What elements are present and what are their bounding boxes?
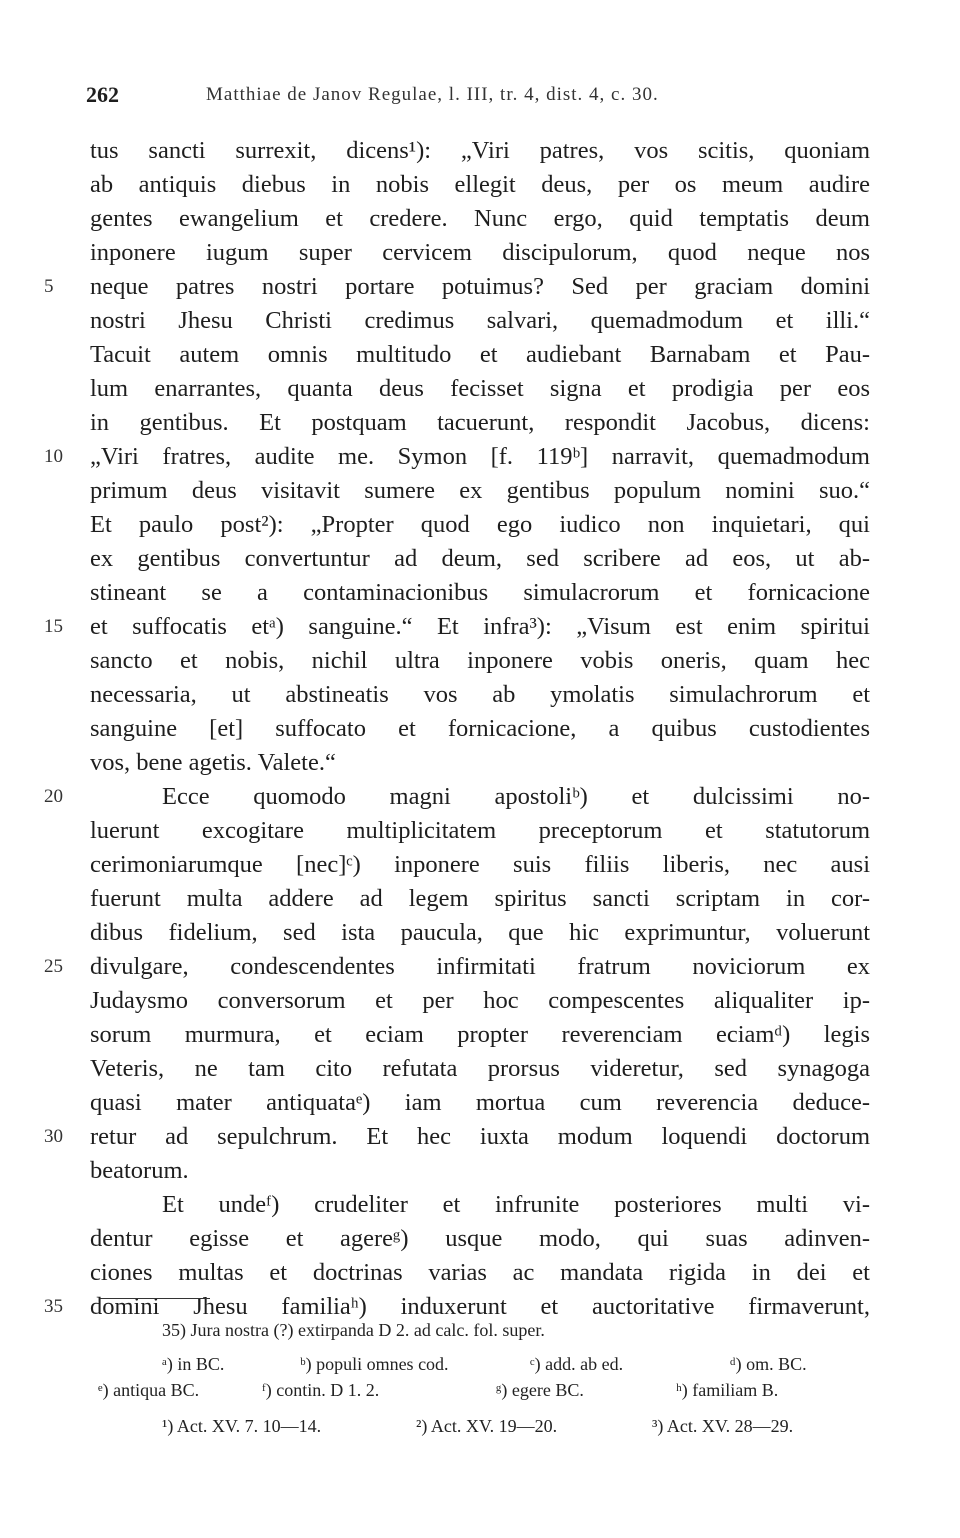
text-line: lum enarrantes, quanta deus fecisset signa et prodigia per eos bbox=[90, 375, 870, 402]
text-line: in gentibus. Et postquam tacuerunt, respondit Jacobus, dicens: bbox=[90, 409, 870, 436]
text-line: domini Jhesu familiaʰ) induxerunt et auctoritative firmaverunt, bbox=[90, 1293, 870, 1320]
footnote-line-35: 35) Jura nostra (?) extirpanda D 2. ad calc. fol. super. bbox=[162, 1320, 545, 1340]
line-number: 5 bbox=[44, 276, 54, 297]
page-header bbox=[86, 82, 866, 112]
line-number: 35 bbox=[44, 1296, 63, 1317]
line-number: 10 bbox=[44, 446, 63, 467]
text-line: tus sancti surrexit, dicens¹): „Viri patres, vos scitis, quoniam bbox=[90, 137, 870, 164]
line-number: 25 bbox=[44, 956, 63, 977]
text-line: Ecce quomodo magni apostoliᵇ) et dulcissimi no- bbox=[162, 783, 870, 810]
text-line: Judaysmo conversorum et per hoc compescentes aliqualiter ip- bbox=[90, 987, 870, 1014]
text-line: Tacuit autem omnis multitudo et audiebant Barnabam et Pau- bbox=[90, 341, 870, 368]
text-line: retur ad sepulchrum. Et hec iuxta modum loquendi doctorum bbox=[90, 1123, 870, 1150]
footnote-separator bbox=[100, 1298, 210, 1299]
source-note-3: ³) Act. XV. 28—29. bbox=[652, 1416, 794, 1436]
text-line: sorum murmura, et eciam propter reverenciam eciamᵈ) legis bbox=[90, 1021, 870, 1048]
text-line: ex gentibus convertuntur ad deum, sed scribere ad eos, ut ab- bbox=[90, 545, 870, 572]
text-line: stineant se a contaminacionibus simulacrorum et fornicacione bbox=[90, 579, 870, 606]
variant-note-b: ᵇ) populi omnes cod. bbox=[300, 1354, 449, 1374]
running-title: Matthiae de Janov Regulae, l. III, tr. 4, dist. 4, c. 30. bbox=[206, 84, 659, 105]
text-line: divulgare, condescendentes infirmitati fratrum noviciorum ex bbox=[90, 953, 870, 980]
text-line: gentes ewangelium et credere. Nunc ergo, quid temptatis deum bbox=[90, 205, 870, 232]
variant-note-e: ᵉ) antiqua BC. bbox=[98, 1380, 200, 1400]
line-number: 20 bbox=[44, 786, 63, 807]
text-line: primum deus visitavit sumere ex gentibus populum nomini suo.“ bbox=[90, 477, 870, 504]
variant-note-g: ᵍ) egere BC. bbox=[496, 1380, 584, 1400]
text-line: dibus fidelium, sed ista paucula, que hic exprimuntur, voluerunt bbox=[90, 919, 870, 946]
text-line: fuerunt multa addere ad legem spiritus sancti scriptam in cor- bbox=[90, 885, 870, 912]
source-note-1: ¹) Act. XV. 7. 10—14. bbox=[162, 1416, 322, 1436]
text-line: inponere iugum super cervicem discipulorum, quod neque nos bbox=[90, 239, 870, 266]
text-line: nostri Jhesu Christi credimus salvari, quemadmodum et illi.“ bbox=[90, 307, 870, 334]
text-line: „Viri fratres, audite me. Symon [f. 119ᵇ] narravit, quemadmodum bbox=[90, 443, 870, 470]
text-line: Et paulo post²): „Propter quod ego iudico non inquietari, qui bbox=[90, 511, 870, 538]
variant-note-h: ʰ) familiam B. bbox=[676, 1380, 779, 1400]
variant-note-c: ᶜ) add. ab ed. bbox=[530, 1354, 624, 1374]
text-line: necessaria, ut abstineatis vos ab ymolatis simulachrorum et bbox=[90, 681, 870, 708]
text-line: ciones multas et doctrinas varias ac mandata rigida in dei et bbox=[90, 1259, 870, 1286]
text-line: ab antiquis diebus in nobis ellegit deus, per os meum audire bbox=[90, 171, 870, 198]
text-line: beatorum. bbox=[90, 1157, 189, 1184]
page-number: 262 bbox=[86, 82, 119, 107]
text-line: vos, bene agetis. Valete.“ bbox=[90, 749, 336, 776]
variant-note-d: ᵈ) om. BC. bbox=[730, 1354, 807, 1374]
text-line: et suffocatis etᵃ) sanguine.“ Et infra³): „Visum est enim spiritui bbox=[90, 613, 870, 640]
line-number: 15 bbox=[44, 616, 63, 637]
text-line: Et undeᶠ) crudeliter et infrunite posteriores multi vi- bbox=[162, 1191, 870, 1218]
variant-note-a: ᵃ) in BC. bbox=[162, 1354, 225, 1374]
line-number: 30 bbox=[44, 1126, 63, 1147]
text-line: dentur egisse et agereᵍ) usque modo, qui suas adinven- bbox=[90, 1225, 870, 1252]
text-line: sancto et nobis, nichil ultra inponere vobis oneris, quam hec bbox=[90, 647, 870, 674]
variant-note-f: ᶠ) contin. D 1. 2. bbox=[262, 1380, 380, 1400]
text-line: sanguine [et] suffocato et fornicacione, a quibus custodientes bbox=[90, 715, 870, 742]
text-line: cerimoniarumque [nec]ᶜ) inponere suis filiis liberis, nec ausi bbox=[90, 851, 870, 878]
text-line: neque patres nostri portare potuimus? Sed per graciam domini bbox=[90, 273, 870, 300]
source-note-2: ²) Act. XV. 19—20. bbox=[416, 1416, 558, 1436]
text-line: Veteris, ne tam cito refutata prorsus videretur, sed synagoga bbox=[90, 1055, 870, 1082]
text-line: quasi mater antiquataᵉ) iam mortua cum reverencia deduce- bbox=[90, 1089, 870, 1116]
text-line: luerunt excogitare multiplicitatem preceptorum et statutorum bbox=[90, 817, 870, 844]
